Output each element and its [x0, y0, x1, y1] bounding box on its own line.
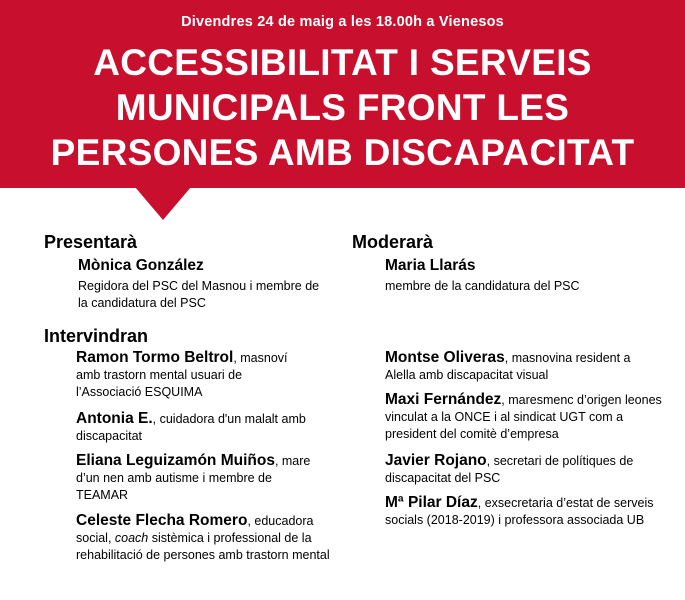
event-title: [0, 40, 685, 175]
speaker-description: , masnoví amb trastorn mental usuari de l’Associació ESQUIMA: [76, 351, 288, 399]
speaker-name: Montse Oliveras: [385, 349, 505, 366]
description-line: la candidatura del PSC: [78, 296, 206, 310]
speaker-entry: [385, 391, 670, 443]
speaker-description: , educadora social,: [76, 514, 314, 545]
speaker-description: , masnovina resident a Alella amb discapacitat visual: [385, 351, 631, 382]
speaker-name: Javier Rojano: [385, 452, 487, 469]
speaker-entry: [76, 512, 344, 564]
speaker-description: , maresmenc d’origen leones vinculat a la ONCE i al sindicat UGT com a president del comitè d’empresa: [385, 393, 662, 441]
title-line: MUNICIPALS FRONT LES: [115, 87, 570, 128]
speaker-name: Ramon Tormo Beltrol: [76, 349, 234, 366]
speaker-entry: [385, 494, 655, 529]
speaker-name: Mª Pilar Díaz: [385, 494, 478, 511]
description-line: membre de la candidatura del PSC: [385, 279, 580, 293]
presenter-description: [78, 278, 353, 312]
speaker-name: Maxi Fernández: [385, 391, 502, 408]
speaker-description: , mare d’un nen amb autisme i membre de TEAMAR: [76, 454, 311, 502]
speaker-description-italic: coach: [114, 531, 149, 545]
description-line: Regidora del PSC del Masnou i membre de: [78, 279, 320, 293]
speaker-description: , secretari de polítiques de discapacitat del PSC: [385, 454, 634, 485]
title-line: PERSONES AMB DISCAPACITAT: [50, 132, 635, 173]
event-date: Divendres 24 de maig a les 18.00h a Vienesos: [181, 14, 504, 30]
speaker-entry: [76, 349, 306, 401]
speaker-description: sistèmica i professional de la rehabilitació de persones amb trastorn mental: [76, 531, 330, 562]
moderator-name: Maria Llarás: [385, 257, 476, 274]
title-line: ACCESSIBILITAT I SERVEIS: [93, 42, 592, 83]
moderator-description: [385, 278, 665, 295]
speaker-entry: [76, 452, 326, 504]
banner-pointer: [135, 187, 191, 220]
speaker-entry: [385, 452, 670, 487]
speaker-description: , exsecretaria d’estat de serveis socials (2018-2019) i professora associada UB: [385, 496, 654, 527]
presenter-name: Mònica González: [78, 257, 204, 274]
presentara-heading: Presentarà: [44, 232, 138, 252]
speaker-name: Celeste Flecha Romero: [76, 512, 248, 529]
speaker-name: Antonia E.: [76, 410, 153, 427]
speaker-name: Eliana Leguizamón Muiños: [76, 452, 275, 469]
speaker-entry: [385, 349, 660, 384]
moderara-heading: Moderarà: [352, 232, 434, 252]
speaker-entry: [76, 410, 311, 445]
intervindran-heading: Intervindran: [44, 326, 149, 346]
speaker-description: , cuidadora d'un malalt amb discapacitat: [76, 412, 306, 443]
